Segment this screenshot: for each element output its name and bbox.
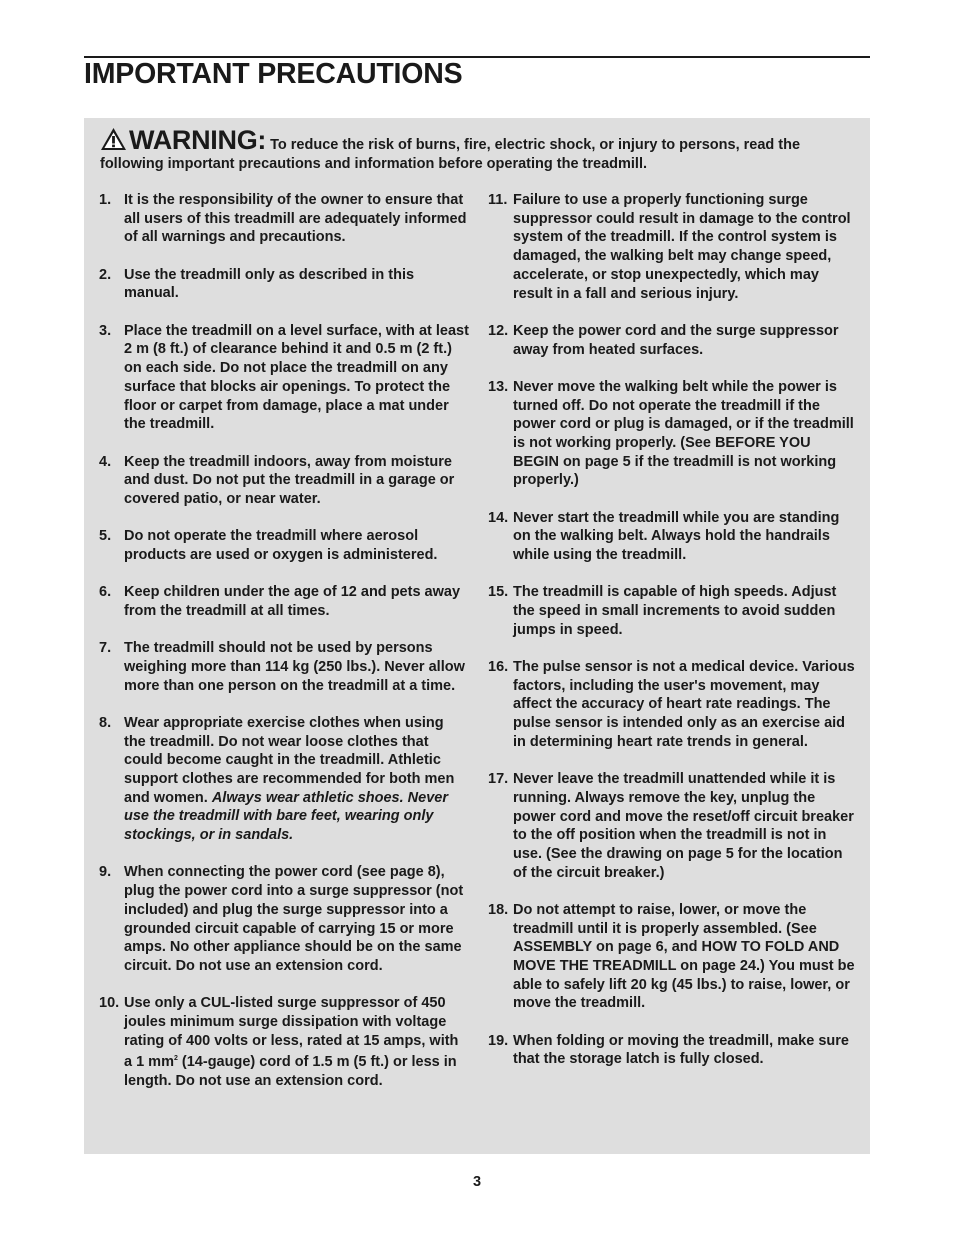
precaution-item (99, 639, 469, 695)
item-text: Never start the treadmill while you are standing on the walking belt. Always hold the handrails while using the treadmill. (513, 509, 840, 564)
item-text: Keep children under the age of 12 and pets away from the treadmill at all times. (124, 584, 461, 619)
item-number: 19. (488, 1032, 509, 1049)
item-text: Use the treadmill only as described in this manual. (124, 266, 415, 302)
precaution-item (99, 714, 469, 845)
item-number: 17. (488, 771, 509, 788)
item-number: 8. (99, 714, 112, 731)
item-number: 9. (99, 864, 112, 881)
precaution-item (488, 1032, 856, 1069)
item-text: Never leave the treadmill unattended while it is running. Always remove the key, unplug the power cord and move the reset/off circuit breaker to the off position when the treadmill is not in use. (See the drawing on page 5 for the location of the circuit breaker.) (513, 771, 854, 881)
page-number: 3 (472, 1174, 482, 1190)
item-number: 5. (99, 528, 112, 545)
precaution-item (99, 527, 469, 564)
item-number: 1. (99, 192, 112, 208)
warning-triangle-icon (100, 127, 127, 151)
warning-block (100, 127, 860, 174)
item-text: The pulse sensor is not a medical device. Various factors, including the user's movement, may affect the accuracy of heart rate readings. The pulse sensor is intended only as an exercise aid in determining heart rate trends in general. (513, 659, 855, 750)
item-number: 10. (99, 995, 120, 1012)
precaution-item (488, 658, 856, 752)
precaution-item (99, 583, 469, 620)
item-text: Use only a CUL-listed surge suppressor of 450 joules minimum surge dissipation with voltage rating of 400 volts or less, rated at 15 amps, with a 1 mm (124, 995, 459, 1071)
item-text: Wear appropriate exercise clothes when using the treadmill. Do not wear loose clothes that could become caught in the treadmill. Athletic support clothes are recommended for both men and women. (124, 714, 455, 806)
precaution-item (488, 378, 856, 490)
item-number: 3. (99, 322, 112, 339)
item-number: 15. (488, 584, 509, 601)
precaution-item (488, 191, 856, 303)
precaution-item (99, 322, 469, 434)
item-text: Do not operate the treadmill where aerosol products are used or oxygen is administered. (124, 528, 438, 563)
precaution-item (488, 322, 856, 359)
item-number: 7. (99, 640, 112, 657)
item-text: Never move the walking belt while the power is turned off. Do not operate the treadmill if the power cord or plug is damaged, or if the treadmill is not working properly. (See BEFORE YOU BEGIN on page 5 if the treadmill is not working properly.) (513, 378, 854, 489)
precautions-right-column (488, 191, 856, 1088)
item-text: Failure to use a properly functioning surge suppressor could result in damage to the control system of the treadmill. If the control system is damaged, the walking belt may change speed, accelerate, or stop unexpectedly, which may result in a fall and serious injury. (513, 192, 851, 302)
superscript: 2 (173, 1055, 178, 1063)
item-text: When connecting the power cord (see page 8), plug the power cord into a surge suppressor (not included) and plug the surge suppressor into a grounded circuit capable of carrying 15 or more amps. No other appliance should be on the same circuit. Do not use an extension cord. (124, 864, 464, 974)
precaution-item (488, 770, 856, 882)
item-number: 13. (488, 378, 509, 395)
precaution-item (488, 509, 856, 565)
precaution-item (99, 994, 469, 1090)
precautions-left-column (99, 191, 469, 1109)
item-text: Keep the treadmill indoors, away from moisture and dust. Do not put the treadmill in a garage or covered patio, or near water. (124, 453, 455, 507)
precaution-item (99, 266, 469, 303)
item-text: Do not attempt to raise, lower, or move the treadmill until it is properly assembled. (See ASSEMBLY on page 6, and HOW TO FOLD AND MOVE THE TREADMILL on page 24.) You must be able to safely lift 20 kg (45 lbs.) to raise, lower, or move the treadmill. (513, 901, 855, 1012)
item-number: 14. (488, 509, 509, 526)
page-title: IMPORTANT PRECAUTIONS (84, 58, 463, 90)
item-text: The treadmill should not be used by persons weighing more than 114 kg (250 lbs.). Never allow more than one person on the treadmill at a time. (124, 640, 465, 694)
precaution-item (99, 191, 469, 247)
warning-heading: WARNING: (129, 125, 267, 155)
item-number: 4. (99, 453, 112, 470)
precaution-item (488, 901, 856, 1013)
item-number: 2. (99, 266, 112, 283)
item-text: It is the responsibility of the owner to ensure that all users of this treadmill are adequately informed of all warnings and precautions. (124, 192, 467, 246)
item-text: The treadmill is capable of high speeds. Adjust the speed in small increments to avoid sudden jumps in speed. (513, 584, 837, 638)
warning-text: To reduce the risk of burns, fire, electric shock, or injury to persons, read the following important precautions and information before operating the treadmill. (100, 137, 801, 172)
item-text: Place the treadmill on a level surface, with at least 2 m (8 ft.) of clearance behind it and 0.5 m (2 ft.) on each side. Do not place the treadmill on any surface that blocks air openings. To protect the floor or carpet from damage, place a mat under the treadmill. (124, 322, 469, 433)
precaution-item (99, 453, 469, 509)
item-text: Keep the power cord and the surge suppressor away from heated surfaces. (513, 322, 839, 358)
item-number: 12. (488, 322, 509, 339)
item-text: When folding or moving the treadmill, make sure that the storage latch is fully closed. (513, 1032, 849, 1068)
precaution-item (488, 583, 856, 639)
precaution-item (99, 863, 469, 975)
item-number: 11. (488, 192, 508, 208)
item-text-continued: (14-gauge) cord of 1.5 m (5 ft.) or less in length. Do not use an extension cord. (124, 1054, 457, 1089)
item-number: 18. (488, 901, 509, 918)
item-number: 6. (99, 584, 112, 601)
item-emphasis-text: Always wear athletic shoes. Never use the treadmill with bare feet, wearing only stockings, or in sandals. (124, 789, 448, 844)
item-number: 16. (488, 659, 509, 676)
